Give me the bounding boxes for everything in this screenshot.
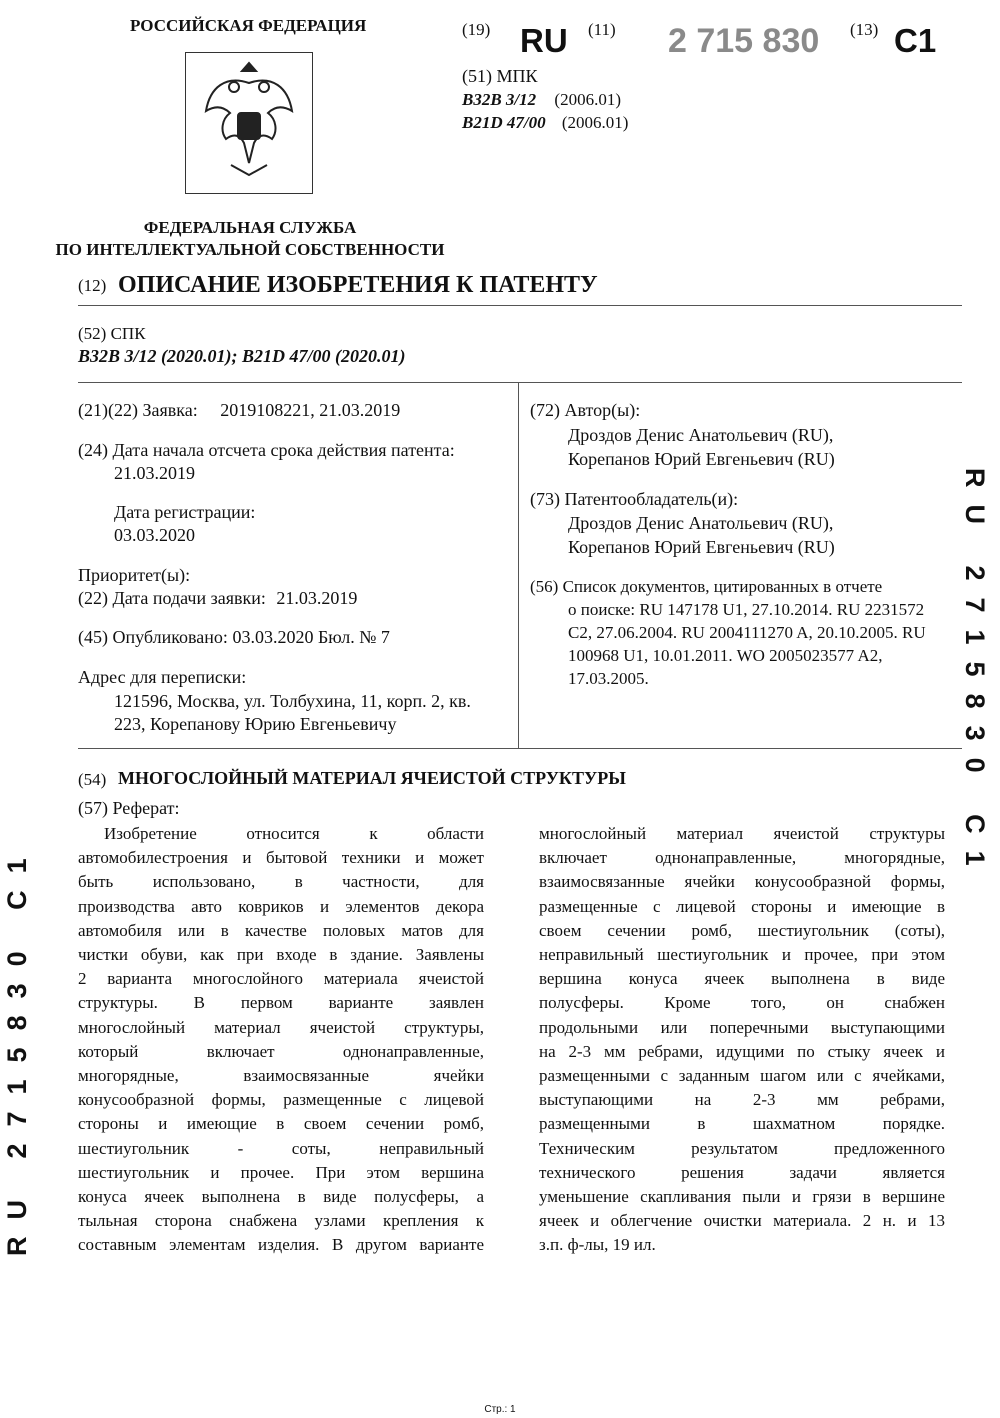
abstract-left-line: 2 варианта многослойного материала ячеистой <box>78 969 484 989</box>
agency-line-2: ПО ИНТЕЛЛЕКТУАЛЬНОЙ СОБСТВЕННОСТИ <box>55 240 445 259</box>
abstract-right-line: з.п. ф-лы, 19 ил. <box>539 1235 656 1255</box>
published-value: 03.03.2020 <box>232 627 314 647</box>
abstract-right-line: включает однонаправленные, многорядные, <box>539 848 945 868</box>
abstract-right-line: взаимосвязанные ячейки конусообразной формы, <box>539 872 945 892</box>
address-line-1: 121596, Москва, ул. Толбухина, 11, корп. 2, кв. <box>114 691 471 711</box>
application-row <box>78 400 400 421</box>
mpk-code-2: B21D 47/00 <box>462 113 546 132</box>
right-side-mark: RU 2715830 C1 <box>960 468 990 883</box>
filing-value: 21.03.2019 <box>276 588 358 608</box>
cited-line-2: C2, 27.06.2004. RU 2004111270 A, 20.10.2005. RU <box>568 623 926 642</box>
mpk-code-1: B32B 3/12 <box>462 90 537 109</box>
abstract-right-line: своем сечении ромб, шестиугольник (соты), <box>539 920 945 940</box>
abstract-left-line: шестиугольник - соты, неправильный <box>78 1138 484 1158</box>
abstract-right-line: многослойный материал ячеистой структуры <box>539 824 945 843</box>
abstract-right-line: неправильный шестиугольник и прочее, при этом <box>539 945 945 965</box>
abstract-right-line: выступающими на 2-3 мм ребрами, <box>539 1090 945 1110</box>
term-start-value: 21.03.2019 <box>114 463 195 483</box>
patent-number: 2 715 830 <box>668 22 820 60</box>
abstract-left-line: конуса ячеек выполнена в виде полусферы, а <box>78 1187 484 1207</box>
divider-3 <box>78 748 962 749</box>
abstract-right-line: вершина конуса ячеек выполнена в виде <box>539 969 945 989</box>
priority-label: Приоритет(ы): <box>78 565 191 585</box>
mpk-row-2 <box>462 113 628 133</box>
kind-code: C1 <box>894 22 937 59</box>
published-label: (45) Опубликовано: <box>78 627 228 647</box>
mpk-year-2: (2006.01) <box>561 113 629 132</box>
abstract-left-column <box>78 822 484 1258</box>
cited-line-4: 17.03.2005. <box>568 669 649 688</box>
cited-prefix: о поиске: <box>568 600 636 619</box>
divider-2 <box>78 382 962 383</box>
author-2: Корепанов Юрий Евгеньевич (RU) <box>568 449 835 469</box>
abstract-right-line: технического решения задачи является <box>539 1162 945 1182</box>
abstract-left-line: структуры. В первом варианте заявлен <box>78 993 484 1013</box>
owner-2: Корепанов Юрий Евгеньевич (RU) <box>568 537 835 557</box>
invention-title: МНОГОСЛОЙНЫЙ МАТЕРИАЛ ЯЧЕИСТОЙ СТРУКТУРЫ <box>118 768 626 788</box>
abstract-left-line: чистки обуви, как при входе в здание. Заявлены <box>78 945 484 965</box>
registration-label: Дата регистрации: <box>114 502 256 522</box>
cited-line-3: 100968 U1, 10.01.2011. WO 2005023577 A2, <box>568 646 883 665</box>
abstract-right-line: размещенными с заданным шагом или с ячейками, <box>539 1066 945 1086</box>
filing-label: (22) Дата подачи заявки: <box>78 588 266 608</box>
abstract-left-line: шестиугольник и прочее. При этом вершина <box>78 1162 484 1182</box>
abstract-right-line: Техническим результатом предложенного <box>539 1138 945 1158</box>
abstract-left-line: который включает однонаправленные, <box>78 1041 484 1061</box>
mpk-row-1 <box>462 90 621 110</box>
author-1: Дроздов Денис Анатольевич (RU), <box>568 425 834 445</box>
invention-code: (54) <box>78 770 107 789</box>
abstract-right-line: полусферы. Кроме того, он снабжен <box>539 993 945 1013</box>
filing-row <box>78 588 357 609</box>
coat-of-arms-icon <box>186 53 312 193</box>
mpk-label: (51) МПК <box>462 66 538 86</box>
abstract-right-line: размещенные с лицевой стороны и имеющие в <box>539 896 945 916</box>
abstract-left-line: многослойный материал ячеистой структуры, <box>78 1017 484 1037</box>
page-number: Стр.: 1 <box>484 1404 516 1415</box>
abstract-right-line: продольными или поперечными выступающими <box>539 1017 945 1037</box>
cited-line-1: RU 147178 U1, 27.10.2014. RU 2231572 <box>639 600 925 619</box>
abstract-right-line: на 2-3 мм ребрами, идущими по стыку ячеек и <box>539 1041 945 1061</box>
published-row <box>78 627 390 648</box>
abstract-left-line: автомобилестроения и бытовой техники и может <box>78 848 484 868</box>
mpk-year-1: (2006.01) <box>554 90 621 109</box>
spk-label: (52) СПК <box>78 324 146 343</box>
title-code: (12) <box>78 276 107 295</box>
abstract-left-line: производства авто ковриков и элементов декора <box>78 896 484 916</box>
abstract-left-line: конусообразной формы, размещенные с лицевой <box>78 1090 484 1110</box>
cited-label: (56) Список документов, цитированных в отчете <box>530 577 883 596</box>
divider-1 <box>78 305 962 306</box>
abstract-left-line: многорядные, взаимосвязанные ячейки <box>78 1066 484 1086</box>
code-13: (13) <box>850 20 879 39</box>
bulletin: Бюл. № 7 <box>317 627 390 647</box>
document-title: ОПИСАНИЕ ИЗОБРЕТЕНИЯ К ПАТЕНТУ <box>118 272 598 298</box>
registration-value: 03.03.2020 <box>114 525 195 545</box>
emblem-frame <box>185 52 313 194</box>
authors-label: (72) Автор(ы): <box>530 400 641 420</box>
left-side-mark: RU 2715830 C1 <box>2 841 32 1256</box>
abstract-right-column <box>539 822 945 1258</box>
column-divider <box>518 382 519 748</box>
cited-row-1 <box>568 600 924 620</box>
abstract-left-line: стороны и имеющие в своем сечении ромб, <box>78 1114 484 1134</box>
abstract-left-line: быть использовано, в частности, для <box>78 872 484 892</box>
abstract-right-line: ячеек и облегчение очистки материала. 2 н. и 13 <box>539 1211 945 1231</box>
agency-line-1: ФЕДЕРАЛЬНАЯ СЛУЖБА <box>143 218 357 237</box>
abstract-left-line: Изобретение относится к области <box>104 824 484 843</box>
abstract-right-line: уменьшение скапливания пыли и грязи в вершине <box>539 1187 945 1207</box>
application-value: 2019108221, 21.03.2019 <box>220 400 401 420</box>
code-11: (11) <box>588 20 616 39</box>
address-line-2: 223, Корепанову Юрию Евгеньевичу <box>114 714 397 734</box>
abstract-label: (57) Реферат: <box>78 798 180 818</box>
country-code: RU <box>520 22 568 59</box>
application-label: (21)(22) Заявка: <box>78 400 198 420</box>
abstract-left-line: автомобиля или в качестве половых матов для <box>78 920 484 940</box>
owners-label: (73) Патентообладатель(и): <box>530 489 739 509</box>
country-name: РОССИЙСКАЯ ФЕДЕРАЦИЯ <box>130 16 367 35</box>
abstract-left-line: тыльная сторона снабжена узлами крепления к <box>78 1211 484 1231</box>
address-label: Адрес для переписки: <box>78 667 247 687</box>
abstract-left-line: составным элементам изделия. В другом варианте <box>78 1235 484 1255</box>
owner-1: Дроздов Денис Анатольевич (RU), <box>568 513 834 533</box>
term-start-label: (24) Дата начала отсчета срока действия патента: <box>78 440 455 460</box>
code-19: (19) <box>462 20 491 39</box>
spk-value: B32B 3/12 (2020.01); B21D 47/00 (2020.01) <box>78 346 406 366</box>
abstract-right-line: размещенными в шахматном порядке. <box>539 1114 945 1134</box>
